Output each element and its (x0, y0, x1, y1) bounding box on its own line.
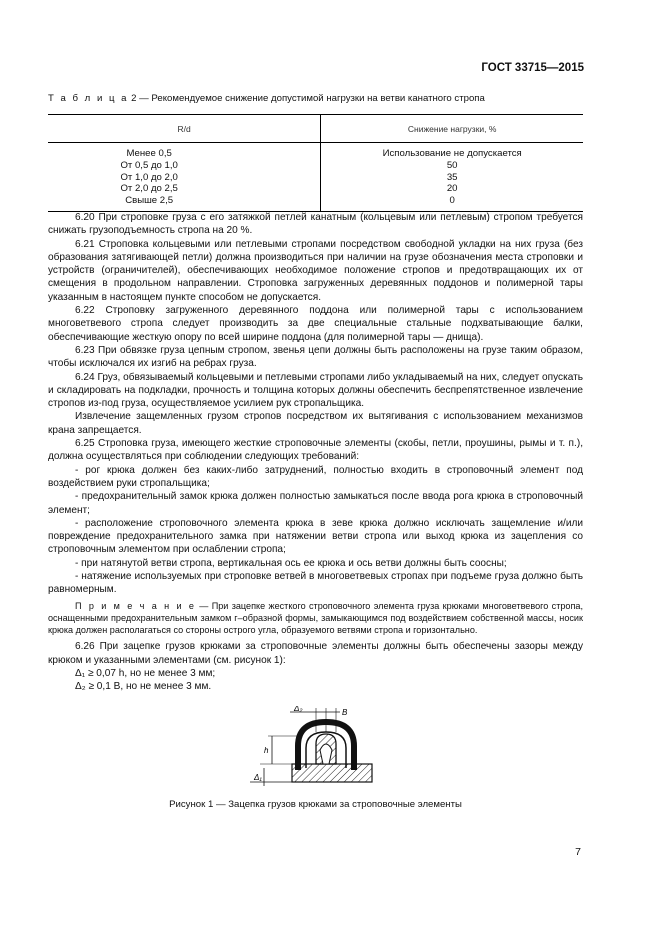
requirement-item: - расположение строповочного элемента крюка в зеве крюка должно исключать защемление и/или повреждение предохранительного замка при натяжении ветви стропа или выход крюка из зацепления со строповочным элементом при ослаблении стропа; (48, 517, 583, 556)
paragraph-6-24: 6.24 Груз, обвязываемый кольцевыми и петлевыми стропами либо укладываемый на них, следует опускать и складировать на подкладки, прочность и толщина которых должны обеспечить беспрепятственное извлечение стропов из-под груза, осуществляемое усилием рук стропальщика. (48, 371, 583, 410)
table-row (48, 183, 583, 195)
table-row (48, 195, 583, 211)
column-header-reduction: Снижение нагрузки, % (321, 115, 583, 143)
table-cell: От 0,5 до 1,0 (120, 159, 178, 171)
standard-header: ГОСТ 33715—2015 (481, 62, 584, 74)
table-cell: 35 (321, 172, 583, 184)
paragraph-6-23: 6.23 При обвязке груза цепным стропом, звенья цепи должны быть расположены на грузе таким образом, чтобы исключался их изгиб на ребрах груза. (48, 344, 583, 370)
note (48, 600, 583, 637)
table-caption (48, 93, 485, 104)
table-cell: Использование не допускается (321, 143, 583, 160)
lifting-plate (292, 764, 372, 782)
requirement-item: - при натянутой ветви стропа, вертикальная ось ее крюка и ось ветви должны быть соосны; (75, 557, 507, 569)
table-row (48, 143, 583, 160)
paragraph-6-26: 6.26 При зацепке грузов крюками за строповочные элементы должны быть обеспечены зазоры между крюком и указанными элементами (см. рисунок 1): (48, 641, 583, 666)
label-b: B (342, 708, 348, 717)
note-label: П р и м е ч а н и е (75, 600, 196, 611)
table-row (48, 160, 583, 172)
column-header-rd: R/d (48, 115, 321, 143)
paragraph-6-20: 6.20 При строповке груза с его затяжкой петлей канатным (кольцевым или петлевым) стропом требуется снижать грузоподъемность стропа на 20 %. (48, 212, 583, 237)
table-cell: 0 (321, 195, 583, 211)
table-caption-prefix: Т а б л и ц а (48, 93, 129, 104)
label-h: h (264, 746, 269, 755)
table-cell: 20 (321, 183, 583, 195)
table-caption-text: 2 — Рекомендуемое снижение допустимой нагрузки на ветви канатного стропа (128, 93, 485, 104)
requirement-item: - рог крюка должен без каких-либо затруднений, полностью входить в строповочный элемент под воздействием руки стропальщика; (48, 464, 583, 489)
paragraph-6-21: 6.21 Строповка кольцевыми или петлевыми стропами посредством свободной укладки на них груза (без образования затягивающей петли) должна производиться при наличии на грузе обозначения места строповки и устройств (ограничителей), обеспечивающих необходимое положение стропов и предотвращающих их от смещения в продольном направлении. Строповка загруженных деревянных поддонов и полимерной тары указанным в настоящем пункте способом не допускается. (48, 238, 583, 303)
requirement-item: - предохранительный замок крюка должен полностью замыкаться после ввода рога крюка в строповочный элемент; (48, 491, 583, 516)
table-cell: 50 (321, 160, 583, 172)
requirement-item: - натяжение используемых при строповке ветвей в многоветвевых стропах при подъеме груза должно быть равномерным. (48, 571, 583, 596)
table-cell: От 2,0 до 2,5 (120, 183, 178, 195)
label-delta2: Δ₂ (294, 706, 303, 713)
formula-delta1: Δ₁ ≥ 0,07 h, но не менее 3 мм; (75, 667, 216, 679)
table-header-row (48, 115, 583, 143)
document-body (48, 211, 583, 693)
page-number: 7 (575, 846, 581, 858)
paragraph-6-22: 6.22 Строповку загруженного деревянного поддона или полимерной тары с использованием многоветвевого стропа следует производить за две специальные стальные подхватывающие балки, обеспечивающие жесткую опору по всей ширине поддона (для полимерной тары — днища). (48, 305, 583, 343)
figure-caption: Рисунок 1 — Зацепка грузов крюками за строповочные элементы (169, 799, 462, 810)
table-cell: От 1,0 до 2,0 (120, 171, 178, 183)
formula-delta2: Δ₂ ≥ 0,1 B, но не менее 3 мм. (75, 681, 212, 693)
table-cell: Менее 0,5 (126, 148, 172, 159)
load-reduction-table (48, 114, 583, 212)
paragraph-6-25: 6.25 Строповка груза, имеющего жесткие строповочные элементы (скобы, петли, проушины, рымы и т. п.), должна осуществляться при соблюдении следующих требований: (48, 438, 583, 463)
label-delta1: Δ₁ (254, 773, 262, 782)
hook-diagram (250, 706, 390, 796)
paragraph-6-24-extraction: Извлечение защемленных грузом стропов посредством их вытягивания с использованием механизмов крана запрещается. (48, 411, 583, 436)
table-cell: Свыше 2,5 (48, 195, 321, 211)
note-text: — При зацепке жесткого строповочного элемента груза крюками многоветвевого стропа, оснащенными предохранительным замком г–образной формы, замыкающимся под воздействием собственной массы, носик крюка должен располагаться со стороны острого угла, образуемого ветвями стропа и горизонтально. (48, 600, 583, 636)
table-row (48, 172, 583, 184)
